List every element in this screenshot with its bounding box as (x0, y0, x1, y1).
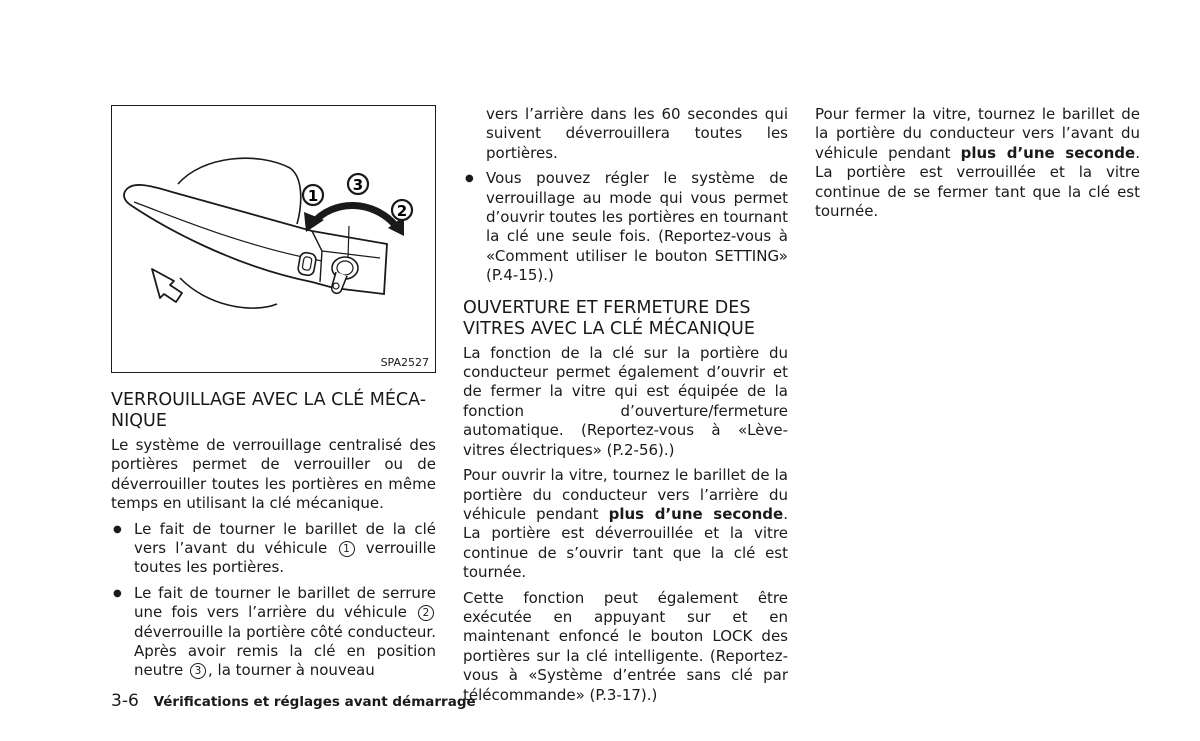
paragraph: La fonction de la clé sur la portière du conducteur permet également d’ouvrir et de fermer la vitre qui est équipée de la fonction d’ouverture/fermeture automatique. (Reportez-vous à «Lève-vitres électriques» (P.2-56).) (463, 343, 788, 459)
section-heading-windows: OUVERTURE ET FERMETURE DES VITRES AVEC LA CLÉ MÉCANIQUE (463, 297, 755, 339)
section-heading-locking: VERROUILLAGE AVEC LA CLÉ MÉCA-NIQUE (111, 390, 427, 431)
bullet-item: ● Le fait de tourner le barillet de serrure une fois vers l’arrière du véhicule 2 déverrouille la portière côté conducteur. Après avoir remis la clé en position neutre 3 , la tourner à nouveau (111, 584, 436, 681)
page-footer (111, 691, 476, 711)
figure-code: SPA2527 (380, 356, 429, 369)
bullet-item: ● Le fait de tourner le barillet de la clé vers l’avant du véhicule 1 verrouille toutes les portières. (111, 520, 436, 578)
bullet-item: ● Vous pouvez régler le système de verrouillage au mode qui vous permet d’ouvrir toutes les portières en tournant la clé une seule fois. (Reportez-vous à «Comment utiliser le bouton SETTING» (P.4-15).) (463, 169, 788, 285)
bullet-list (111, 520, 436, 681)
paragraph: Le système de verrouillage centralisé des portières permet de verrouiller ou de déverrouiller toutes les portières en même temps en utilisant la clé mécanique. (111, 436, 436, 513)
callout-2: 2 (396, 202, 408, 220)
column-2 (463, 105, 788, 705)
column-1 (111, 390, 436, 681)
callout-ref: 2 (418, 605, 434, 621)
callout-1: 1 (307, 187, 319, 205)
bullet-list (463, 105, 788, 286)
paragraph: Pour fermer la vitre, tournez le barillet de la portière du conducteur vers l’avant du véhicule pendant plus d’une seconde. La portière est verrouillée et la vitre continue de se fermer tant que la clé est tournée. (815, 105, 1140, 221)
page-number: 3-6 (111, 691, 139, 711)
door-handle-illustration (111, 105, 436, 373)
paragraph: Cette fonction peut également être exécutée en appuyant sur et en maintenant enfoncé le bouton LOCK des portières sur la clé intelligente. (Reportez-vous à «Système d’entrée sans clé par télécommande» (P.3-17).) (463, 588, 788, 704)
callout-3: 3 (352, 176, 364, 194)
paragraph: Pour ouvrir la vitre, tournez le barillet de la portière du conducteur vers l’arrière du véhicule pendant plus d’une seconde. La portière est déverrouillée et la vitre continue de s’ouvrir tant que la clé est tournée. (463, 466, 788, 582)
door-handle-drawing (112, 106, 437, 374)
callout-ref: 3 (190, 663, 206, 679)
callout-ref: 1 (339, 541, 355, 557)
bullet-item-continued: vers l’arrière dans les 60 secondes qui suivent déverrouillera toutes les portières. (486, 105, 788, 162)
chapter-title: Vérifications et réglages avant démarrage (153, 694, 476, 710)
column-3 (815, 105, 1140, 221)
